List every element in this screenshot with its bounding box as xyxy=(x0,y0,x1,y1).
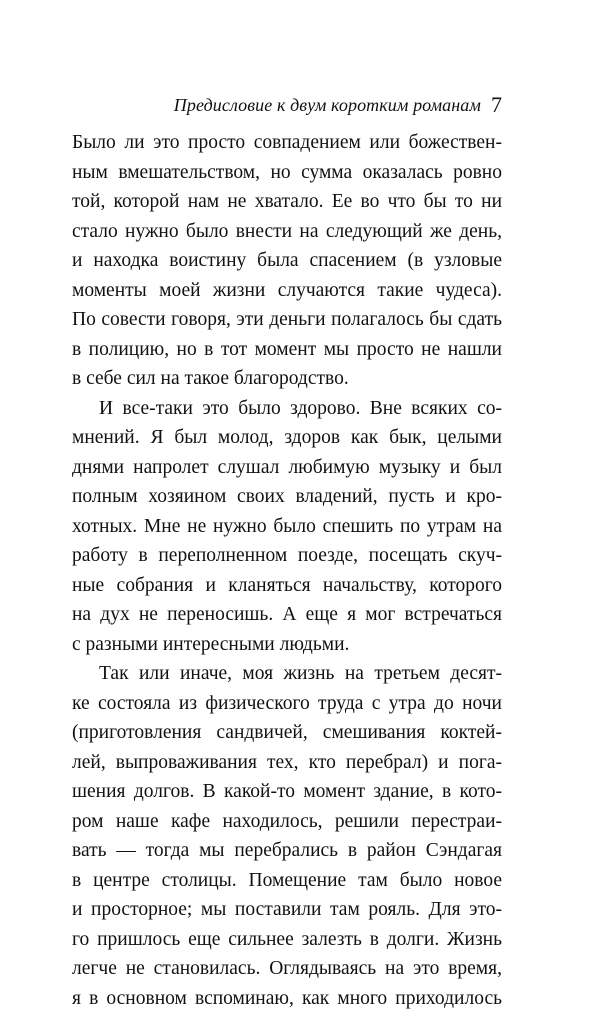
text-line: в себе сил на такое благородство. xyxy=(72,364,502,394)
text-line: И все-таки это было здорово. Вне всяких со- xyxy=(72,394,502,424)
text-line: в центре столицы. Помещение там было новое xyxy=(72,866,502,896)
text-line: лей, выпроваживания тех, кто перебрал) и пога- xyxy=(72,748,502,778)
text-line: я в основном вспоминаю, как много приходилось xyxy=(72,984,502,1013)
text-line: (приготовления сандвичей, смешивания коктей- xyxy=(72,718,502,748)
running-head xyxy=(72,93,502,117)
text-line: ром наше кафе находилось, решили перестраи- xyxy=(72,807,502,837)
paragraph-1 xyxy=(72,128,502,394)
text-line: ным вмешательством, но сумма оказалась ровно xyxy=(72,158,502,188)
running-title: Предисловие к двум коротким романам xyxy=(174,95,481,115)
body-text xyxy=(72,128,502,1013)
text-line: мнений. Я был молод, здоров как бык, целыми xyxy=(72,423,502,453)
text-line: Так или иначе, моя жизнь на третьем десят- xyxy=(72,659,502,689)
text-line: полным хозяином своих владений, пусть и кро- xyxy=(72,482,502,512)
text-line: и находка воистину была спасением (в узловые xyxy=(72,246,502,276)
text-line: работу в переполненном поезде, посещать скуч- xyxy=(72,541,502,571)
text-line: ке состояла из физического труда с утра до ночи xyxy=(72,689,502,719)
text-line: той, которой нам не хватало. Ее во что бы то ни xyxy=(72,187,502,217)
paragraph-2 xyxy=(72,394,502,660)
text-line: хотных. Мне не нужно было спешить по утрам на xyxy=(72,512,502,542)
text-line: днями напролет слушал любимую музыку и был xyxy=(72,453,502,483)
text-line: го пришлось еще сильнее залезть в долги. Жизнь xyxy=(72,925,502,955)
text-line: По совести говоря, эти деньги полагалось бы сдать xyxy=(72,305,502,335)
text-line: в полицию, но в тот момент мы просто не нашли xyxy=(72,335,502,365)
paragraph-3 xyxy=(72,659,502,1013)
text-line: моменты моей жизни случаются такие чудеса). xyxy=(72,276,502,306)
page-number: 7 xyxy=(491,92,502,117)
text-line: с разными интересными людьми. xyxy=(72,630,502,660)
text-line: ные собрания и кланяться начальству, которого xyxy=(72,571,502,601)
text-line: и просторное; мы поставили там рояль. Для это- xyxy=(72,895,502,925)
text-line: шения долгов. В какой-то момент здание, в кото- xyxy=(72,777,502,807)
text-line: легче не становилась. Оглядываясь на это время, xyxy=(72,954,502,984)
text-line: Было ли это просто совпадением или божествен- xyxy=(72,128,502,158)
text-line: вать — тогда мы перебрались в район Сэндагая xyxy=(72,836,502,866)
text-line: стало нужно было внести на следующий же день, xyxy=(72,217,502,247)
text-line: на дух не переносишь. А еще я мог встречаться xyxy=(72,600,502,630)
